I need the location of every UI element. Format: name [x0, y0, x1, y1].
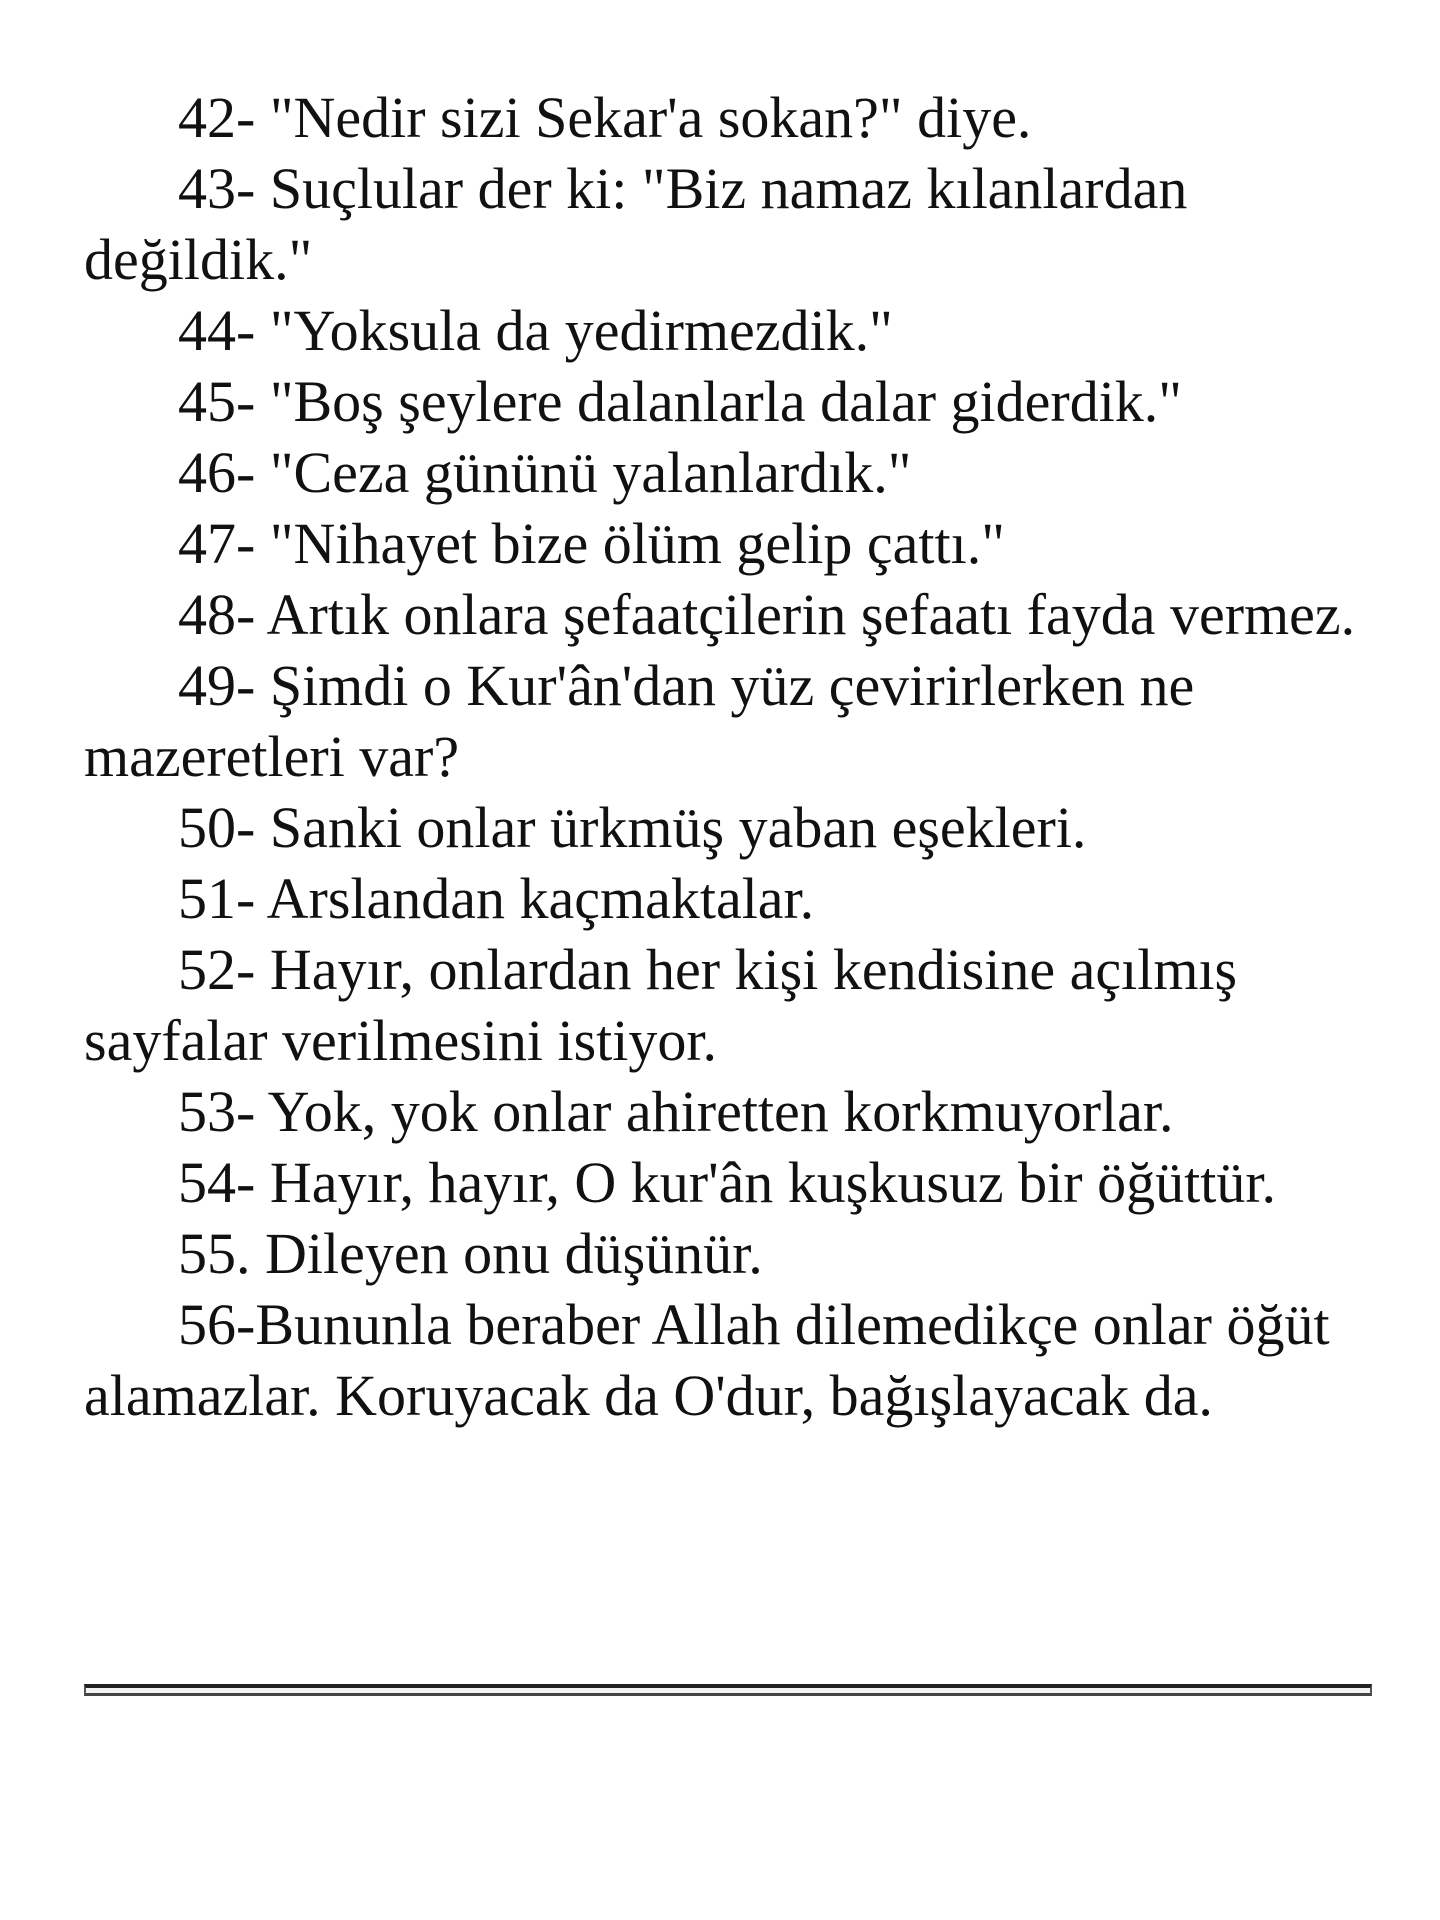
verse-53: 53- Yok, yok onlar ahiretten korkmuyorlar. [178, 1079, 1174, 1144]
verse-56: 56-Bununla beraber Allah dilemedikçe onlar öğüt alamazlar. Koruyacak da O'dur, bağışlayacak da. [84, 1292, 1330, 1428]
verse-52: 52- Hayır, onlardan her kişi kendisine açılmış sayfalar verilmesini istiyor. [84, 937, 1238, 1073]
verse-55: 55. Dileyen onu düşünür. [178, 1221, 763, 1286]
horizontal-rule-divider [84, 1684, 1372, 1696]
verse-48: 48- Artık onlara şefaatçilerin şefaatı fayda vermez. [178, 582, 1356, 647]
verse-51: 51- Arslandan kaçmaktalar. [178, 866, 815, 931]
verse-50: 50- Sanki onlar ürkmüş yaban eşekleri. [178, 795, 1087, 860]
verse-45: 45- "Boş şeylere dalanlarla dalar giderdik." [178, 369, 1182, 434]
verse-46: 46- "Ceza gününü yalanlardık." [178, 440, 912, 505]
verse-42: 42- "Nedir sizi Sekar'a sokan?" diye. [178, 85, 1032, 150]
verse-43: 43- Suçlular der ki: "Biz namaz kılanlardan değildik." [84, 156, 1188, 292]
verse-47: 47- "Nihayet bize ölüm gelip çattı." [178, 511, 1005, 576]
verse-54: 54- Hayır, hayır, O kur'ân kuşkusuz bir öğüttür. [178, 1150, 1276, 1215]
verse-list [84, 82, 1374, 1431]
verse-44: 44- "Yoksula da yedirmezdik." [178, 298, 893, 363]
verse-49: 49- Şimdi o Kur'ân'dan yüz çevirirlerken ne mazeretleri var? [84, 653, 1195, 789]
